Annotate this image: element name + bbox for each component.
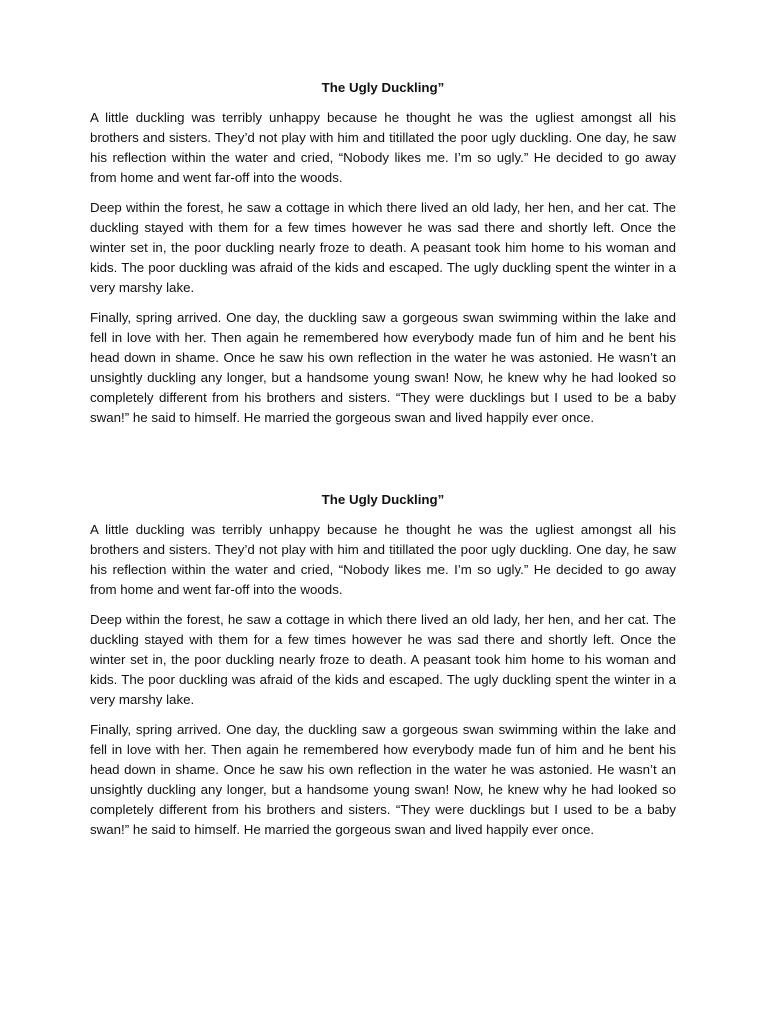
story-title: The Ugly Duckling” xyxy=(321,492,445,507)
story-paragraph: A little duckling was terribly unhappy because he thought he was the ugliest amongst all his brothers and sisters. They’d not play with him and titillated the poor ugly duckling. One day, he saw his reflection within the water and cried, “Nobody likes me. I’m so ugly.” He decided to go away from home and went far-off into the woods. xyxy=(90,522,676,597)
story-paragraph: A little duckling was terribly unhappy because he thought he was the ugliest amongst all his brothers and sisters. They’d not play with him and titillated the poor ugly duckling. One day, he saw his reflection within the water and cried, “Nobody likes me. I’m so ugly.” He decided to go away from home and went far-off into the woods. xyxy=(90,110,676,185)
story-paragraph: Deep within the forest, he saw a cottage in which there lived an old lady, her hen, and her cat. The duckling stayed with them for a few times however he was sad there and shortly left. Once the winter set in, the poor duckling nearly froze to death. A peasant took him home to his woman and kids. The poor duckling was afraid of the kids and escaped. The ugly duckling spent the winter in a very marshy lake. xyxy=(90,612,676,707)
story-paragraph: Finally, spring arrived. One day, the duckling saw a gorgeous swan swimming within the lake and fell in love with her. Then again he remembered how everybody made fun of him and he bent his head down in shame. Once he saw his own reflection in the water he was astonied. He wasn’t an unsightly duckling any longer, but a handsome young swan! Now, he knew why he had looked so completely different from his brothers and sisters. “They were ducklings but I used to be a baby swan!” he said to himself. He married the gorgeous swan and lived happily ever once. xyxy=(90,722,676,837)
story-paragraph: Finally, spring arrived. One day, the duckling saw a gorgeous swan swimming within the lake and fell in love with her. Then again he remembered how everybody made fun of him and he bent his head down in shame. Once he saw his own reflection in the water he was astonied. He wasn’t an unsightly duckling any longer, but a handsome young swan! Now, he knew why he had looked so completely different from his brothers and sisters. “They were ducklings but I used to be a baby swan!” he said to himself. He married the gorgeous swan and lived happily ever once. xyxy=(90,310,676,425)
story-title: The Ugly Duckling” xyxy=(321,80,445,95)
story-paragraph: Deep within the forest, he saw a cottage in which there lived an old lady, her hen, and her cat. The duckling stayed with them for a few times however he was sad there and shortly left. Once the winter set in, the poor duckling nearly froze to death. A peasant took him home to his woman and kids. The poor duckling was afraid of the kids and escaped. The ugly duckling spent the winter in a very marshy lake. xyxy=(90,200,676,295)
story-section-1 xyxy=(90,78,676,438)
story-section-2 xyxy=(90,490,676,850)
